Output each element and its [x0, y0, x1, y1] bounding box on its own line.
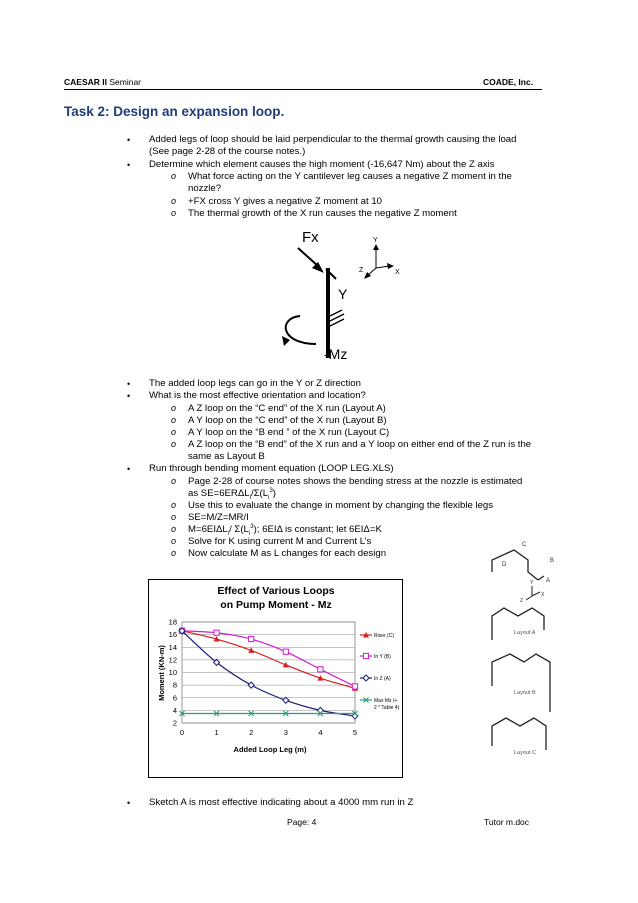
header-rule — [64, 89, 542, 90]
legend-label: In Y (B) — [374, 654, 391, 660]
y-tick-label: 8 — [172, 680, 177, 690]
bullet-text: Determine which element causes the high moment (-16,647 Nm) about the Z axis — [149, 159, 495, 170]
formula-m: $M=6EI\Delta L_i/$ $\Sigma(L_i^3)$; 6EIΔ is constant; let 6EIΔ=K — [188, 523, 382, 537]
sub-bullet-text: nozzle? — [188, 183, 222, 194]
page-title: Task 2: Design an expansion loop. — [64, 104, 285, 119]
moment-chart — [148, 579, 403, 778]
sub-bullet-marker: o — [171, 415, 177, 425]
bullet-text: Sketch A is most effective indicating about a 4000 mm run in Z — [149, 797, 414, 808]
data-point — [214, 630, 219, 635]
formula-se: as $SE=6ER\Delta L_i/\Sigma(L_i^3)$ — [188, 487, 276, 501]
legend-label: Riser (C) — [374, 633, 394, 639]
footer-page: Page: 4 — [287, 817, 317, 827]
sub-bullet-text: SE=M/Z=MR/I — [188, 512, 249, 523]
header-right: COADE, Inc. — [483, 77, 534, 87]
sub-bullet-text: Use this to evaluate the change in moment by changing the flexible legs — [188, 500, 494, 511]
sub-bullet-text: same as Layout B — [188, 451, 265, 462]
chart-title-line1: Effect of Various Loops — [217, 585, 335, 597]
y-tick-label: 14 — [168, 642, 177, 652]
y-tick-label: 12 — [168, 655, 177, 665]
sketch-axis-x: X — [541, 592, 545, 598]
y-tick-label: 10 — [168, 668, 177, 677]
x-tick-label: 5 — [352, 728, 358, 737]
x-tick-label: 4 — [318, 728, 323, 737]
layout-a-label: Layout A — [514, 630, 536, 636]
moment-arrow-head — [282, 336, 290, 346]
sketch-layout-c — [492, 718, 546, 750]
axis-triad — [359, 237, 400, 279]
axis-x-label: X — [395, 269, 400, 276]
bullet-text: Run through bending moment equation (LOOP LEG.XLS) — [149, 463, 394, 474]
y-tick-label: 4 — [172, 705, 177, 715]
sub-bullet-marker: o — [171, 196, 177, 206]
bullet-dot: • — [127, 160, 131, 170]
cantilever-diagram — [270, 222, 420, 367]
sketch-label-d: D — [502, 562, 507, 568]
data-point — [363, 653, 368, 658]
x-tick-label: 3 — [283, 728, 288, 737]
sub-bullet-text: A Z loop on the “B end” of the X run and a Y loop on either end of the Z run is the — [188, 439, 532, 450]
axis-y-label: Y — [373, 237, 378, 244]
chart-title-line2: on Pump Moment - Mz — [220, 599, 332, 611]
bullet-dot: • — [127, 379, 131, 389]
sub-bullet-text: A Y loop on the “B end ” of the X run (Layout C) — [188, 427, 390, 438]
layout-sketches — [480, 536, 580, 776]
legend-label: Max Mz (+ — [374, 698, 398, 704]
bullet-text: Added legs of loop should be laid perpendicular to the thermal growth causing the load — [149, 134, 517, 145]
y-tick-label: 18 — [168, 617, 177, 627]
bullet-dot: • — [127, 798, 131, 808]
sub-bullet-marker: o — [171, 548, 177, 558]
sub-bullet-text: Solve for K using current M and Current L’s — [188, 536, 372, 547]
fx-label: Fx — [302, 229, 319, 246]
legend-label: In Z (A) — [374, 676, 391, 682]
bullet-text: What is the most effective orientation and location? — [149, 390, 366, 401]
data-point — [352, 684, 357, 689]
layout-b-label: Layout B — [514, 690, 536, 696]
sketch-axes — [526, 586, 540, 600]
sketch-label-c: C — [522, 542, 527, 548]
sketch-label-b: B — [550, 558, 555, 564]
sub-bullet-marker: o — [171, 439, 177, 449]
force-arrow-line — [298, 248, 318, 266]
sub-bullet-marker: o — [171, 427, 177, 437]
axis-z-label: Z — [359, 267, 364, 274]
bullet-dot: • — [127, 464, 131, 474]
x-axis-label: Added Loop Leg (m) — [233, 745, 307, 754]
y-tick-label: 16 — [168, 630, 177, 640]
sketch-label-a: A — [546, 578, 551, 584]
fixed-support-hatch — [330, 310, 344, 326]
sketch-layout-b — [492, 654, 550, 712]
sub-bullet-marker: o — [171, 208, 177, 218]
sub-bullet-marker: o — [171, 524, 177, 534]
bullet-text: The added loop legs can go in the Y or Z direction — [149, 378, 361, 389]
x-tick-label: 2 — [249, 728, 254, 737]
sub-bullet-marker: o — [171, 536, 177, 546]
sub-bullet-marker: o — [171, 476, 177, 486]
sub-bullet-text: Now calculate M as L changes for each design — [188, 548, 387, 559]
footer-file: Tutor m.doc — [484, 817, 530, 827]
y-axis-label: Moment (KN-m) — [157, 645, 166, 701]
y-label: Y — [338, 286, 348, 302]
sub-bullet-text: The thermal growth of the X run causes the negative Z moment — [188, 208, 457, 219]
sub-bullet-text: +FX cross Y gives a negative Z moment at 10 — [188, 196, 383, 207]
sketch-base — [492, 550, 544, 580]
x-tick-label: 0 — [179, 728, 185, 737]
y-tick-label: 2 — [172, 718, 177, 728]
legend-label: 2 * Table 4) — [374, 705, 400, 711]
bullet-dot: • — [127, 135, 131, 145]
bullet-text: (See page 2-28 of the course notes.) — [149, 146, 306, 157]
sub-bullet-text: A Z loop on the “C end” of the X run (Layout A) — [188, 403, 386, 414]
sub-bullet-marker: o — [171, 512, 177, 522]
layout-c-label: Layout C — [514, 750, 537, 756]
sketch-axis-y: Y — [530, 580, 534, 586]
cantilever-leg — [326, 268, 330, 358]
data-point — [249, 636, 254, 641]
y-tick-label: 6 — [172, 693, 177, 703]
mz-label: -Mz — [324, 346, 348, 362]
x-tick-label: 1 — [214, 728, 219, 737]
bullet-dot: • — [127, 391, 131, 401]
moment-arc — [286, 316, 316, 344]
sub-bullet-text: A Y loop on the “C end” of the X run (Layout B) — [188, 415, 387, 426]
header-left: CAESAR II Seminar — [64, 77, 141, 87]
force-arrow-head — [312, 262, 324, 273]
sub-bullet-marker: o — [171, 171, 177, 181]
sub-bullet-marker: o — [171, 500, 177, 510]
sub-bullet-marker: o — [171, 403, 177, 413]
data-point — [318, 667, 323, 672]
sketch-axis-z: Z — [520, 598, 524, 604]
sub-bullet-text: Page 2-28 of course notes shows the bending stress at the nozzle is estimated — [188, 476, 523, 487]
sub-bullet-text: What force acting on the Y cantilever leg causes a negative Z moment in the — [188, 171, 512, 182]
data-point — [283, 649, 288, 654]
